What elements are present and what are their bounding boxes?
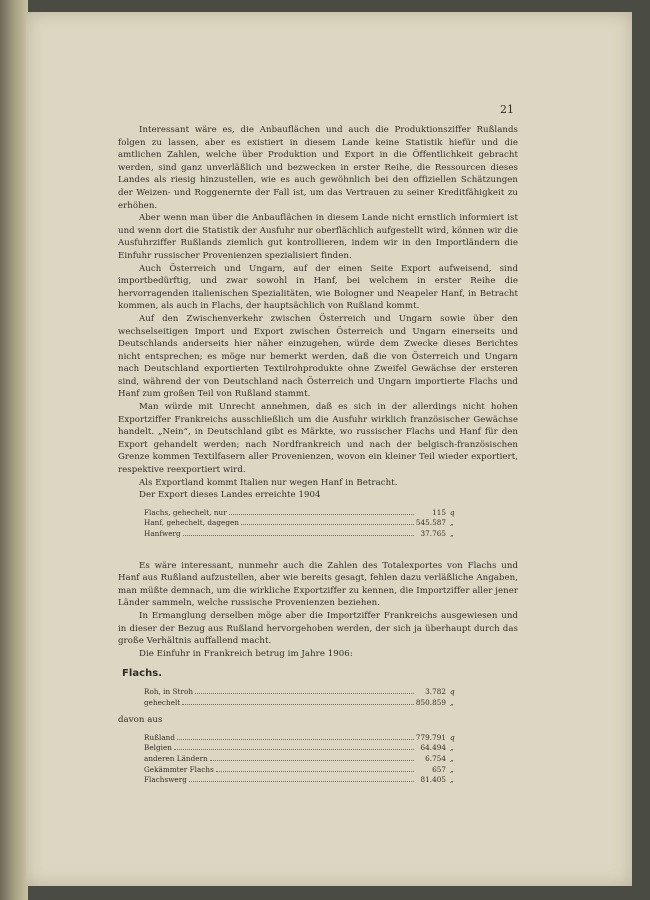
document-page — [26, 12, 632, 886]
row-label: Gekämmter Flachs — [144, 764, 214, 774]
paragraph: Man würde mit Unrecht annehmen, daß es sich in der allerdings nicht hohen Exportziffer Frankreichs ausschließlich um die Ausfuhr wirklich französischer Gewächse handelt. „Nein“, in Deutschland gibt es Märkte, wo russischer Flachs und Hanf für den Export gehandelt werden; nach Nordfrankreich und nach der belgisch-französischen Grenze kommen Textilfasern aller Provenienzen, wovon ein kleiner Teil wieder exportiert, respektive reexportiert wird. — [118, 402, 518, 476]
row-value: 81.405 — [420, 775, 446, 785]
leader-dots — [241, 524, 414, 525]
leader-dots — [195, 693, 414, 694]
row-label: gehechelt — [144, 697, 181, 707]
paragraph: Aber wenn man über die Anbauflächen in diesem Lande nicht ernstlich informiert ist und wenn dort die Statistik der Ausfuhr nur oberflächlich aufgestellt wird, können wir die Ausfuhrziffer Rußlands ziemlich gut kontrollieren, indem wir in den Importländern die Einfuhr russischer Provenienzen spezialisiert finden. — [118, 213, 518, 261]
row-label: Flachswerg — [144, 775, 187, 785]
page-number: 21 — [500, 103, 514, 116]
leader-dots — [216, 771, 414, 772]
table-row — [144, 518, 464, 529]
paragraph: In Ermanglung derselben möge aber die Importziffer Frankreichs ausgewiesen und in dieser der Bezug aus Rußland hervorgehoben werden, der sich ja überhaupt durch das große Verhältnis auffallend macht. — [118, 610, 518, 647]
paragraph: Es wäre interessant, nunmehr auch die Zahlen des Totalexportes von Flachs und Hanf aus Rußland aufzustellen, aber wie bereits gesagt, fehlen dazu verläßliche Angaben, man müßte demnach, um die wirkliche Exportziffer zu kennen, die Importziffer aller jener Länder sammeln, welche russische Provenienzen beziehen. — [118, 560, 518, 609]
paragraph: Interessant wäre es, die Anbauflächen und auch die Produktionsziffer Rußlands folgen zu lassen, aber es existiert in diesem Lande keine Statistik hiefür und die amtlichen Zahlen, welche über Produktion und Export in die Öffentlichkeit gebracht werden, sind ganz unverläßlich und bezwecken in erster Reihe, die Ressourcen dieses Landes als riesig hinzustellen, wie es auch gewöhnlich bei den offiziellen Schätzungen der Weizen- und Roggenernte der Fall ist, um das Vertrauen zu seiner Kreditfähigkeit zu erhöhen. — [118, 125, 518, 211]
row-unit: „ — [450, 775, 454, 785]
row-label: Rußland — [144, 732, 176, 742]
table-row — [144, 765, 464, 776]
row-value: 850.859 — [415, 697, 446, 707]
table-row — [144, 529, 464, 540]
paragraph: Auch Österreich und Ungarn, auf der einen Seite Export aufweisend, sind importbedürftig, und zwar sowohl in Hanf, bei welchem in erster Reihe die hervorragenden italienischen Spezialitäten, wie Bologner und Neapeler Hanf, in Betracht kommen, als auch in Flachs, der hauptsächlich von Rußland kommt. — [118, 263, 518, 312]
table-row — [144, 733, 464, 744]
row-unit: q — [450, 732, 455, 742]
row-unit: „ — [450, 697, 454, 707]
row-unit: „ — [450, 743, 454, 753]
italy-export-table — [144, 508, 464, 540]
table-row — [144, 508, 464, 519]
row-value: 115 — [432, 507, 446, 517]
paragraph: Auf den Zwischenverkehr zwischen Österreich und Ungarn sowie über den wechselseitigen Import und Export zwischen Österreich und Ungarn einerseits und Deutschlands anderseits hier näher einzugehen, würde dem Zwecke dieses Berichtes nicht entsprechen; es möge nur bemerkt werden, daß die von Österreich und Ungarn nach Deutschland exportierten Textilrohprodukte ohne Zweifel Gewächse der ersteren sind, während der von Deutschland nach Österreich und Ungarn importierte Flachs und Hanf zum großen Teil von Rußland stammt. — [118, 313, 518, 400]
row-value: 545.587 — [415, 518, 446, 528]
row-value: 3.782 — [425, 686, 446, 696]
leader-dots — [177, 739, 414, 740]
row-label: Flachs, gehechelt, nur — [144, 507, 227, 517]
france-import-table — [144, 687, 464, 708]
leader-dots — [189, 781, 414, 782]
row-unit: q — [450, 686, 455, 696]
origin-breakdown-table — [144, 733, 464, 786]
table-row — [144, 698, 464, 709]
paragraph-group-1 — [118, 124, 518, 502]
davon-aus-label: davon aus — [118, 715, 163, 726]
row-label: Hanf, gehechelt, dagegen — [144, 518, 239, 528]
section-heading-flachs: Flachs. — [122, 668, 163, 680]
paragraph-group-2 — [118, 560, 518, 661]
row-unit: „ — [450, 753, 454, 763]
row-unit: q — [450, 507, 455, 517]
adjacent-page-edge — [0, 0, 28, 900]
paragraph: Die Einfuhr in Frankreich betrug im Jahre 1906: — [139, 648, 353, 659]
paragraph: Als Exportland kommt Italien nur wegen Hanf in Betracht. — [139, 477, 398, 488]
table-row — [144, 687, 464, 698]
table-row — [144, 775, 464, 786]
row-value: 657 — [432, 764, 446, 774]
row-label: Belgien — [144, 743, 172, 753]
leader-dots — [174, 749, 414, 750]
page-body — [118, 124, 518, 792]
row-label: Roh, in Stroh — [144, 686, 194, 696]
row-label: anderen Ländern — [144, 753, 208, 763]
leader-dots — [229, 514, 414, 515]
row-unit: „ — [450, 529, 454, 538]
leader-dots — [182, 704, 414, 705]
row-unit: „ — [450, 518, 454, 528]
paragraph: Der Export dieses Landes erreichte 1904 — [139, 490, 321, 501]
table-row — [144, 743, 464, 754]
table-row — [144, 754, 464, 765]
row-value: 37.765 — [420, 529, 446, 538]
leader-dots — [183, 535, 414, 536]
row-value: 6.754 — [425, 753, 446, 763]
row-value: 64.494 — [420, 743, 446, 753]
row-value: 779.791 — [415, 732, 446, 742]
row-label: Hanfwerg — [144, 529, 181, 538]
leader-dots — [210, 760, 414, 761]
row-unit: „ — [450, 764, 454, 774]
